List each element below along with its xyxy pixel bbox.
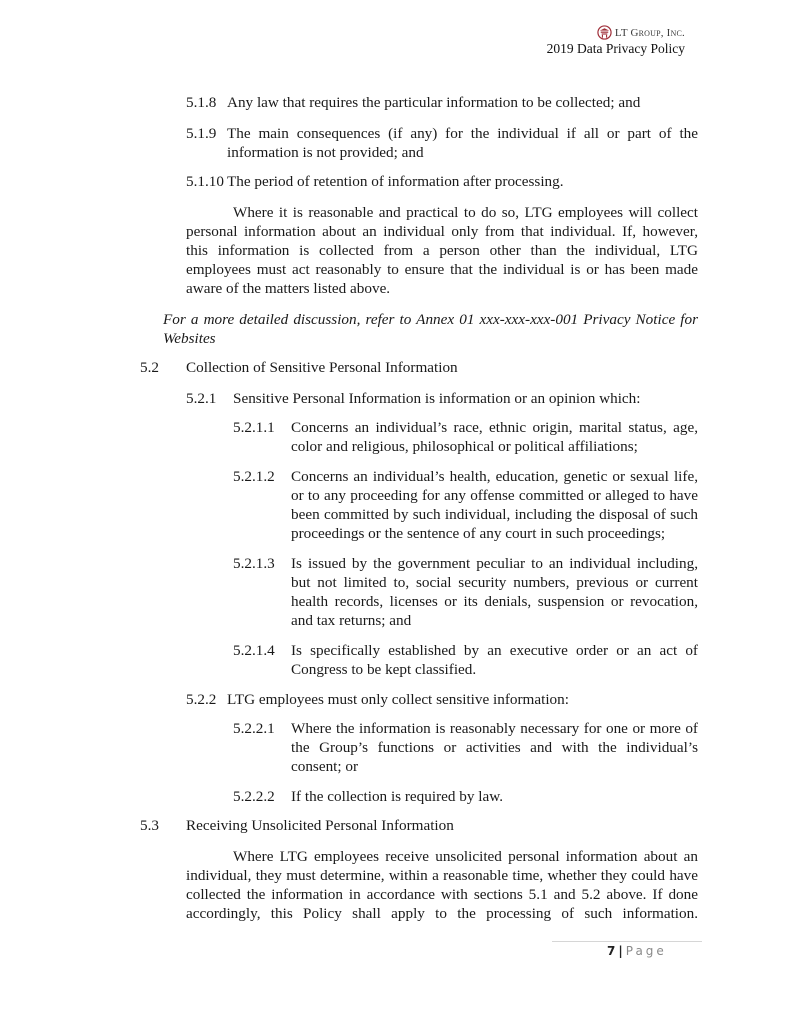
item-text: been committed by such individual, including the disposal of such	[291, 506, 698, 523]
section-title: Receiving Unsolicited Personal Information	[186, 817, 454, 834]
paragraph-line: Where it is reasonable and practical to do so, LTG employees will collect	[233, 204, 698, 221]
item-text: Is issued by the government peculiar to an individual including,	[291, 555, 698, 572]
section-title: Collection of Sensitive Personal Information	[186, 359, 458, 376]
item-number: 5.2.1	[186, 390, 217, 407]
paragraph-line: Where LTG employees receive unsolicited personal information about an	[233, 848, 698, 865]
paragraph-line: individual, they must determine, within a reasonable time, whether they could have	[186, 867, 698, 884]
item-number: 5.2.2.2	[233, 788, 275, 805]
item-number: 5.2.1.2	[233, 468, 275, 485]
company-logo	[547, 24, 685, 41]
page-number: 7	[607, 944, 616, 958]
item-text: The main consequences (if any) for the individual if all or part of the	[227, 125, 698, 142]
paragraph-line: employees must act reasonably to ensure that the individual is or has been made	[186, 261, 698, 278]
page-header	[547, 24, 685, 57]
note-line: For a more detailed discussion, refer to Annex 01 xxx-xxx-xxx-001 Privacy Notice for	[163, 311, 698, 328]
paragraph-line: aware of the matters listed above.	[186, 280, 391, 297]
item-number: 5.2.1.4	[233, 642, 275, 659]
paragraph-line: personal information about an individual only from that individual. If, however,	[186, 223, 698, 240]
item-number: 5.1.9	[186, 125, 217, 142]
footer-divider	[552, 941, 702, 942]
item-number: 5.1.8	[186, 94, 217, 111]
item-text: consent; or	[291, 758, 359, 775]
paragraph-line: this information is collected from a person other than the individual, LTG	[186, 242, 698, 259]
item-text: Where the information is reasonably necessary for one or more of	[291, 720, 698, 737]
item-text: proceedings or the sentence of any court in such proceedings;	[291, 525, 666, 542]
item-text: color and religious, philosophical or political affiliations;	[291, 438, 638, 455]
document-title: 2019 Data Privacy Policy	[546, 41, 685, 56]
item-text: LTG employees must only collect sensitive information:	[227, 691, 569, 708]
item-text: The period of retention of information after processing.	[227, 173, 564, 190]
item-text: but not limited to, social security numbers, previous or current	[291, 574, 698, 591]
item-text: If the collection is required by law.	[291, 788, 503, 805]
item-text: the Group’s functions or activities and with the individual’s	[291, 739, 698, 756]
item-number: 5.2.1.1	[233, 419, 275, 436]
item-text: and tax returns; and	[291, 612, 412, 629]
paragraph-line: accordingly, this Policy shall apply to the processing of such information.	[186, 905, 698, 922]
section-number: 5.2	[140, 359, 159, 376]
item-text: Concerns an individual’s health, education, genetic or sexual life,	[291, 468, 698, 485]
item-text: health records, licenses or its denials, suspension or revocation,	[291, 593, 698, 610]
item-text: Sensitive Personal Information is information or an opinion which:	[233, 390, 641, 407]
item-text: Concerns an individual’s race, ethnic origin, marital status, age,	[291, 419, 698, 436]
page-label: Page	[625, 944, 667, 958]
page-footer	[607, 944, 667, 958]
note-line: Websites	[163, 330, 216, 347]
item-text: information is not provided; and	[227, 144, 424, 161]
paragraph-line: collected the information in accordance with sections 5.1 and 5.2 above. If done	[186, 886, 698, 903]
company-name: LT Group, Inc.	[614, 26, 685, 39]
item-text: Any law that requires the particular information to be collected; and	[227, 94, 641, 111]
section-number: 5.3	[140, 817, 159, 834]
footer-separator: |	[618, 944, 623, 958]
item-text: Is specifically established by an executive order or an act of	[291, 642, 698, 659]
item-number: 5.2.2	[186, 691, 217, 708]
temple-roof-logo-icon	[597, 25, 612, 40]
item-number: 5.2.1.3	[233, 555, 275, 572]
item-text: or to any proceeding for any offense committed or alleged to have	[291, 487, 698, 504]
item-number: 5.1.10	[186, 173, 224, 190]
item-text: Congress to be kept classified.	[291, 661, 477, 678]
item-number: 5.2.2.1	[233, 720, 275, 737]
